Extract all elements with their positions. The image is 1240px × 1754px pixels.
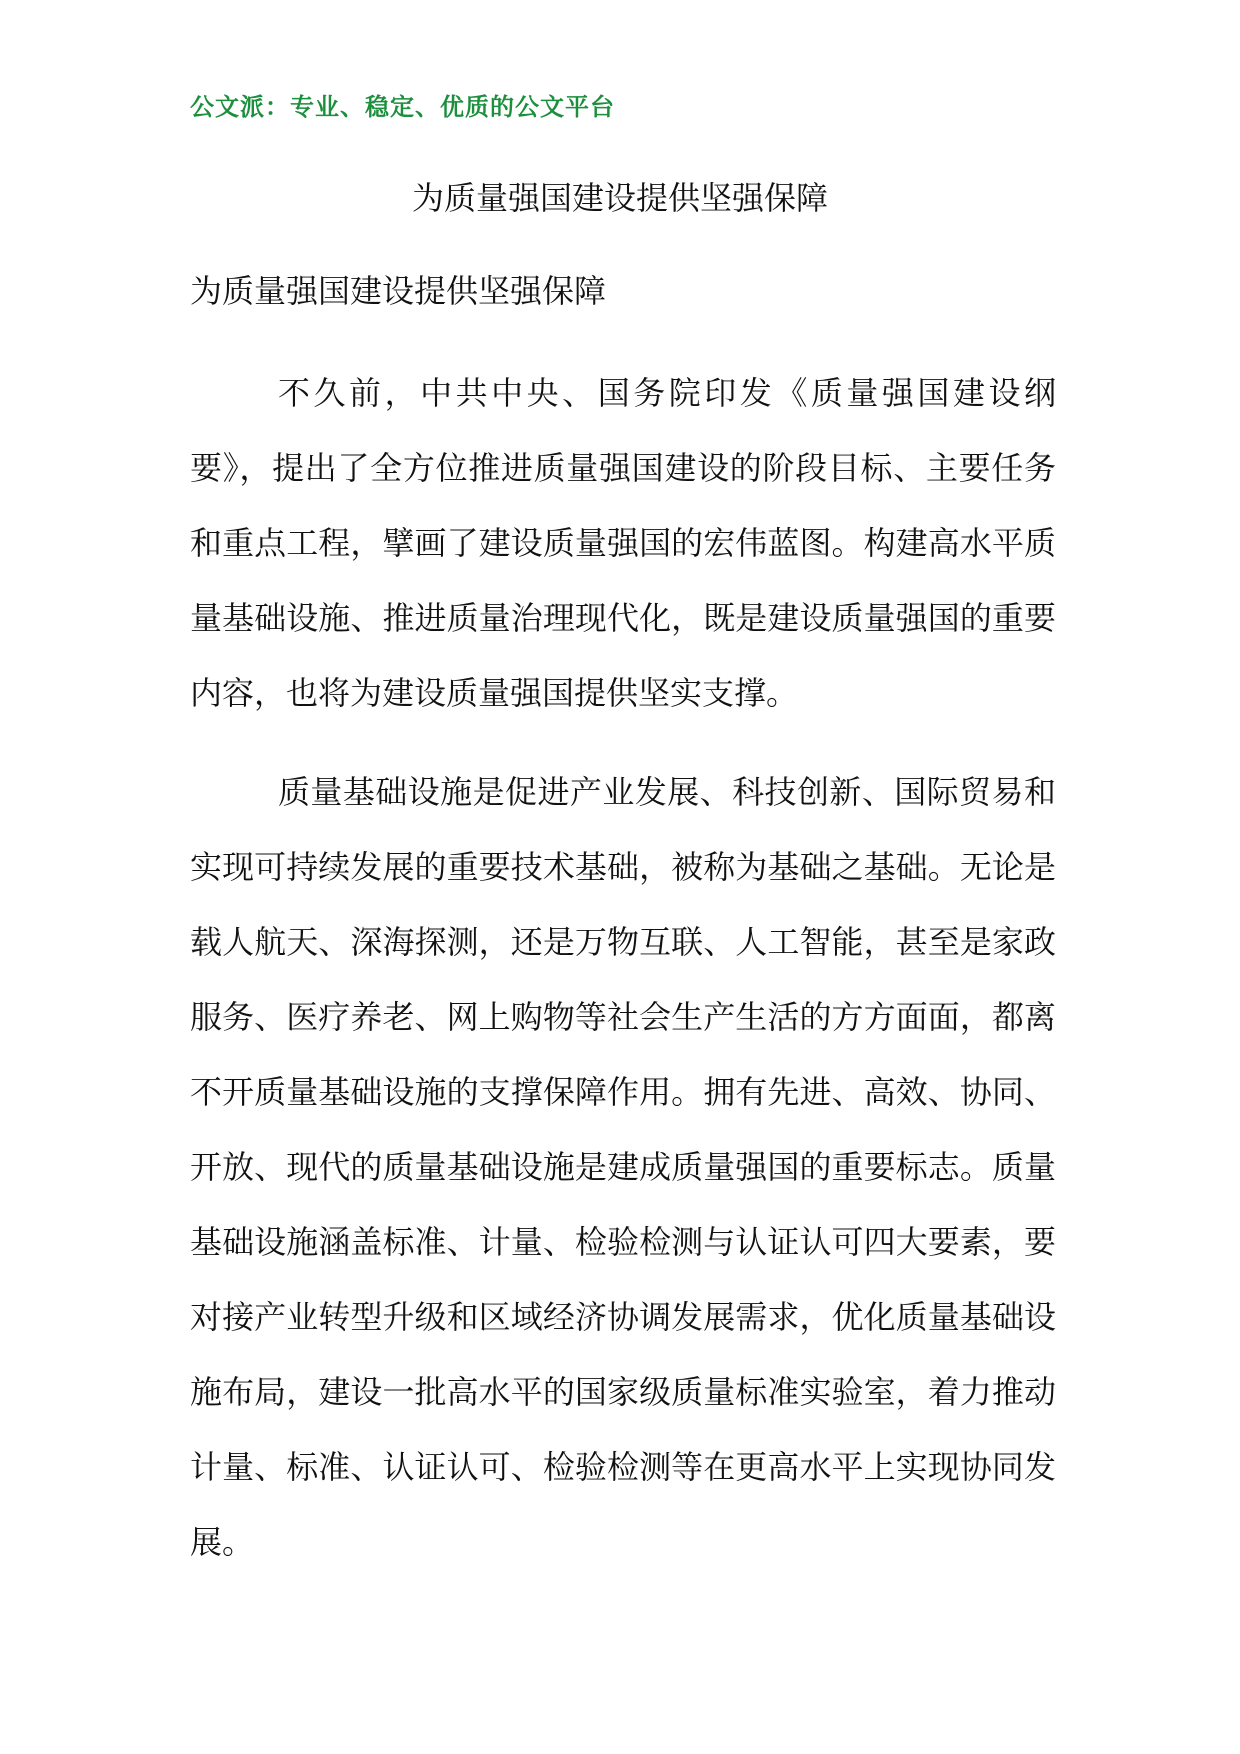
body-paragraph-2: 质量基础设施是促进产业发展、科技创新、国际贸易和实现可持续发展的重要技术基础，被称为基础之基础。无论是载人航天、深海探测，还是万物互联、人工智能，甚至是家政服务、医疗养老、网上购物等社会生产生活的方方面面，都离不开质量基础设施的支撑保障作用。拥有先进、高效、协同、开放、现代的质量基础设施是建成质量强国的重要标志。质量基础设施涵盖标准、计量、检验检测与认证认可四大要素，要对接产业转型升级和区域经济协调发展需求，优化质量基础设施布局，建设一批高水平的国家级质量标准实验室，着力推动计量、标准、认证认可、检验检测等在更高水平上实现协同发展。 <box>190 773 1056 1561</box>
document-title: 为质量强国建设提供坚强保障 <box>411 179 828 217</box>
document-body <box>190 356 1056 1580</box>
document-subtitle: 为质量强国建设提供坚强保障 <box>190 272 607 310</box>
body-paragraph-1: 不久前，中共中央、国务院印发《质量强国建设纲要》，提出了全方位推进质量强国建设的阶段目标、主要任务和重点工程，擘画了建设质量强国的宏伟蓝图。构建高水平质量基础设施、推进质量治理现代化，既是建设质量强国的重要内容，也将为建设质量强国提供坚实支撑。 <box>190 374 1056 712</box>
header-banner: 公文派：专业、稳定、优质的公文平台 <box>190 93 615 121</box>
